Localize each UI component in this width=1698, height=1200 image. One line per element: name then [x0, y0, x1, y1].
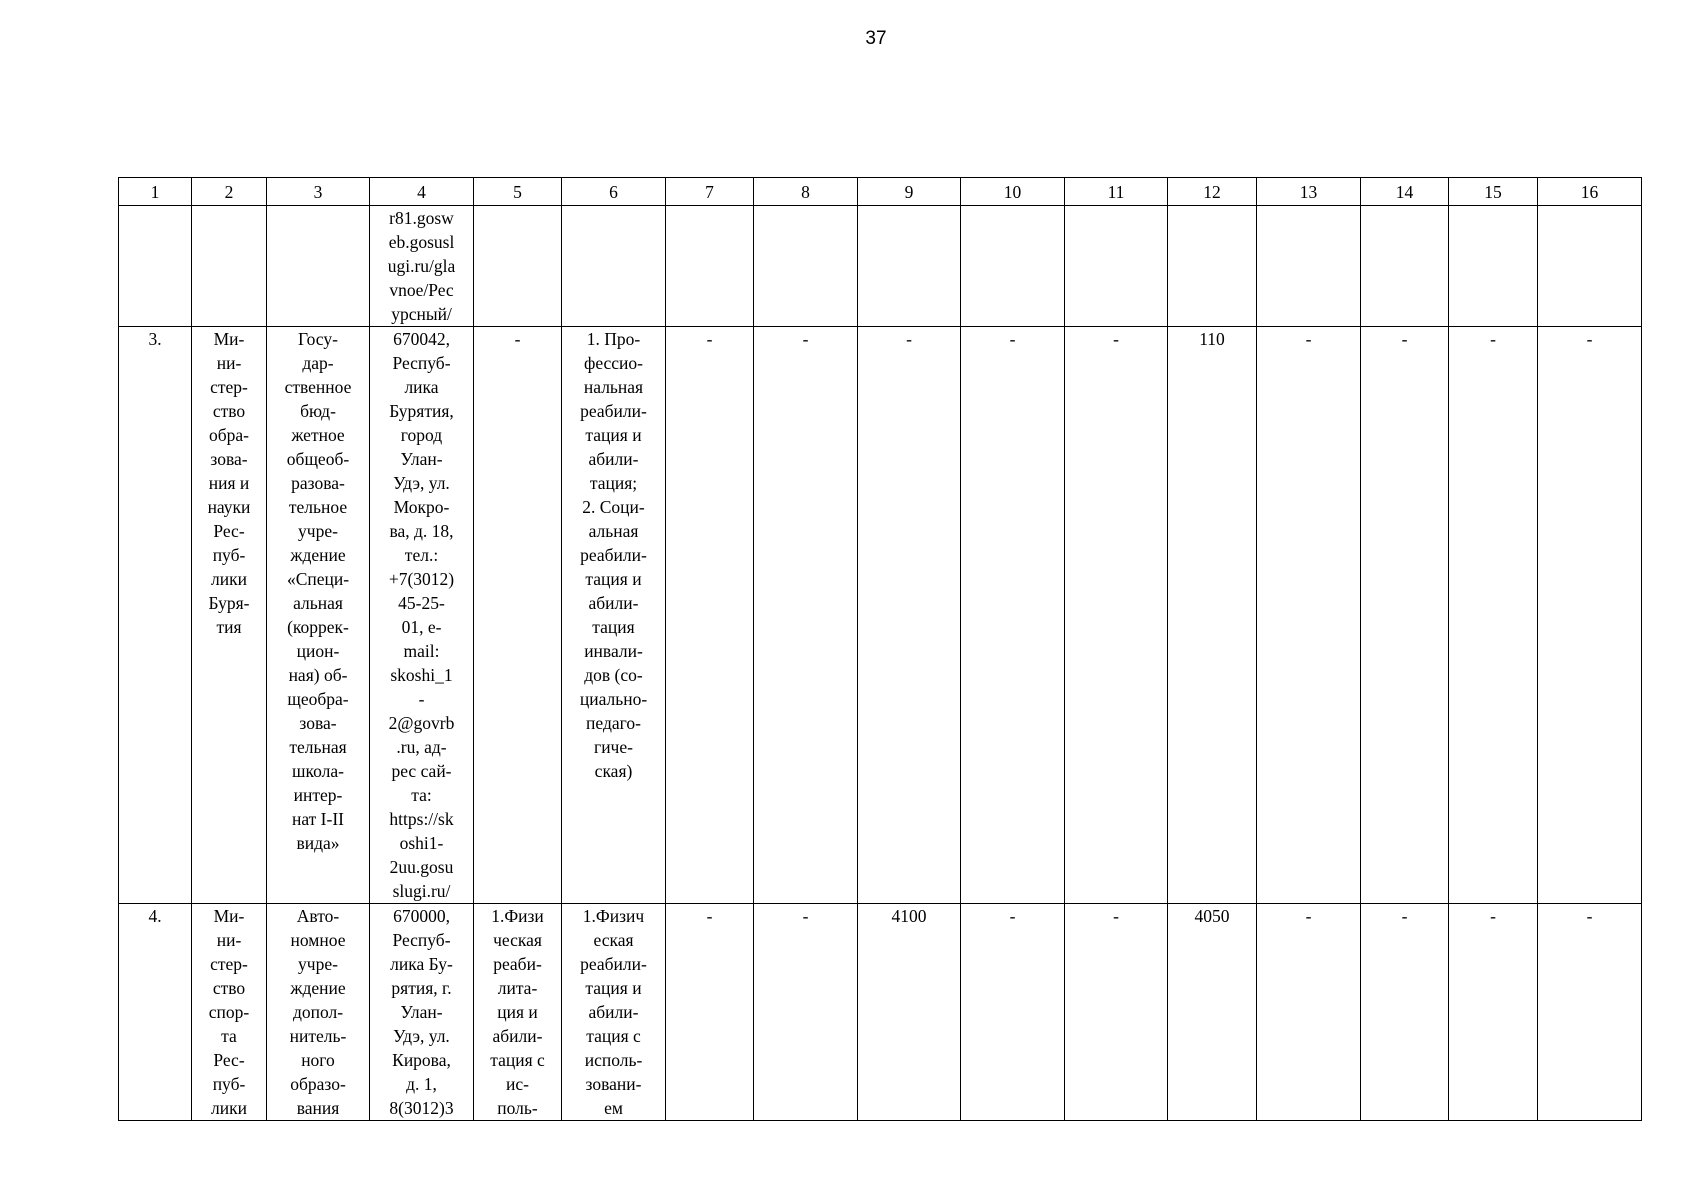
cell-text-line: обра-	[209, 425, 249, 445]
cell-text-line: ждение	[290, 978, 346, 998]
table-cell	[858, 904, 961, 1121]
cell-text-line: абили-	[492, 1026, 543, 1046]
table-cell	[119, 206, 192, 327]
cell-text-line: 2@govrb	[388, 713, 455, 733]
cell-text-line: общеоб-	[286, 449, 350, 469]
cell-text-line: тельная	[289, 737, 347, 757]
cell-text-line: 4100	[891, 906, 927, 926]
cell-text-line: Респуб-	[392, 353, 451, 373]
cell-text-line: гиче-	[594, 737, 633, 757]
cell-text-line: +7(3012)	[388, 569, 455, 589]
table-row	[119, 904, 1642, 1121]
table-cell	[1065, 904, 1168, 1121]
cell-text-line: r81.gosw	[389, 208, 454, 228]
table-cell	[1168, 206, 1257, 327]
column-number: 5	[474, 178, 562, 206]
cell-text-line: -	[1586, 906, 1593, 926]
table-cell	[370, 904, 474, 1121]
column-number: 12	[1168, 178, 1257, 206]
cell-text-line: тельное	[288, 497, 348, 517]
column-number: 3	[267, 178, 370, 206]
table-cell	[119, 904, 192, 1121]
table-cell	[1257, 206, 1361, 327]
table-cell	[1168, 327, 1257, 904]
cell-text-line: 110	[1199, 329, 1225, 349]
table-cell	[754, 327, 858, 904]
table-cell	[754, 206, 858, 327]
cell-text-line: еская	[593, 930, 634, 950]
cell-text-line: абили-	[588, 593, 639, 613]
cell-text-line: тация с	[490, 1050, 545, 1070]
cell-text-line: д. 1,	[406, 1074, 437, 1094]
column-number: 1	[119, 178, 192, 206]
cell-text-line: -	[1113, 329, 1119, 349]
cell-text-line: науки	[207, 497, 251, 517]
cell-text-line: город	[400, 425, 443, 445]
cell-text-line: Бурятия,	[389, 401, 454, 421]
cell-text-line: vnoe/Рес	[389, 280, 454, 300]
cell-text-line: ственное	[284, 377, 352, 397]
cell-text-line: образо-	[290, 1074, 346, 1094]
cell-text-line: ем	[604, 1098, 623, 1118]
table-cell	[1065, 327, 1168, 904]
cell-text-line: -	[1305, 906, 1312, 926]
cell-text-line: реабили-	[580, 401, 647, 421]
cell-text-line: ния и	[208, 473, 250, 493]
cell-text-line: рес сай-	[391, 761, 452, 781]
cell-text-line: Ми-	[213, 906, 245, 926]
cell-text-line: ство	[212, 978, 246, 998]
table-cell	[562, 206, 666, 327]
table-cell	[474, 206, 562, 327]
cell-text-line: -	[1009, 329, 1016, 349]
table-cell	[267, 904, 370, 1121]
cell-text-line: тация и	[585, 569, 642, 589]
cell-text-line: зовани-	[585, 1074, 642, 1094]
cell-text-line: Улан-	[400, 1002, 443, 1022]
cell-text-line: тация с	[586, 1026, 641, 1046]
cell-text-line: -	[514, 329, 521, 349]
cell-text-line: 45-25-	[398, 593, 445, 613]
cell-text-line: интер-	[293, 785, 343, 805]
cell-text-line: -	[1305, 329, 1312, 349]
column-number: 13	[1257, 178, 1361, 206]
cell-text-line: eb.gosusl	[388, 232, 455, 252]
table-cell	[1449, 327, 1538, 904]
cell-text-line: нальная	[583, 377, 644, 397]
cell-text-line: Респуб-	[392, 930, 451, 950]
cell-text-line: 4.	[148, 906, 162, 926]
cell-text-line: бюд-	[300, 401, 336, 421]
cell-text-line: та	[221, 1026, 237, 1046]
page-number: 37	[865, 28, 887, 49]
cell-text-line: спор-	[208, 1002, 250, 1022]
cell-text-line: вида»	[296, 833, 340, 853]
column-number: 14	[1361, 178, 1449, 206]
table-cell	[858, 206, 961, 327]
cell-text-line: циально-	[579, 689, 648, 709]
table-cell	[192, 327, 267, 904]
cell-text-line: абили-	[588, 449, 639, 469]
cell-text-line: «Специ-	[286, 569, 350, 589]
table-row	[119, 206, 1642, 327]
cell-text-line: ис-	[506, 1074, 529, 1094]
cell-text-line: реабили-	[580, 954, 647, 974]
table-cell	[1538, 904, 1642, 1121]
cell-text-line: 1.Физи	[491, 906, 544, 926]
cell-text-line: Кирова,	[392, 1050, 451, 1070]
table-cell	[370, 206, 474, 327]
cell-text-line: ни-	[216, 353, 242, 373]
table-cell	[192, 904, 267, 1121]
cell-text-line: ство	[212, 401, 246, 421]
table-cell	[961, 904, 1065, 1121]
cell-text-line: лита-	[497, 978, 538, 998]
table-cell	[1449, 206, 1538, 327]
table-cell	[1168, 904, 1257, 1121]
cell-text-line: зова-	[210, 449, 248, 469]
cell-text-line: тация;	[589, 473, 638, 493]
table-cell	[1257, 327, 1361, 904]
table-cell	[474, 327, 562, 904]
cell-text-line: -	[1401, 906, 1408, 926]
cell-text-line: тация	[592, 617, 635, 637]
column-number: 9	[858, 178, 961, 206]
cell-text-line: реабили-	[580, 545, 647, 565]
cell-text-line: реаби-	[493, 954, 542, 974]
column-number: 8	[754, 178, 858, 206]
cell-text-line: цион-	[296, 641, 340, 661]
cell-text-line: зова-	[299, 713, 337, 733]
cell-text-line: Госу-	[298, 329, 338, 349]
table-cell	[666, 206, 754, 327]
cell-text-line: Рес-	[213, 521, 245, 541]
column-number-row	[119, 178, 1642, 206]
cell-text-line: skoshi_1	[390, 665, 453, 685]
table-cell	[1538, 206, 1642, 327]
cell-text-line: Рес-	[213, 1050, 245, 1070]
cell-text-line: пуб-	[212, 1074, 246, 1094]
table-cell	[192, 206, 267, 327]
table-cell	[1361, 206, 1449, 327]
table-cell	[1361, 327, 1449, 904]
cell-text-line: лика Бу-	[390, 954, 453, 974]
cell-text-line: разова-	[291, 473, 345, 493]
cell-text-line: жетное	[291, 425, 345, 445]
cell-text-line: урсный/	[391, 304, 452, 324]
table-cell	[474, 904, 562, 1121]
cell-text-line: 3.	[148, 329, 162, 349]
cell-text-line: учре-	[298, 954, 338, 974]
cell-text-line: Улан-	[400, 449, 443, 469]
cell-text-line: фессио-	[583, 353, 644, 373]
column-number: 2	[192, 178, 267, 206]
cell-text-line: допол-	[292, 1002, 344, 1022]
cell-text-line: лика	[404, 377, 439, 397]
cell-text-line: Ми-	[213, 329, 245, 349]
column-number: 7	[666, 178, 754, 206]
cell-text-line: школа-	[292, 761, 344, 781]
cell-text-line: -	[1490, 906, 1496, 926]
column-number: 15	[1449, 178, 1538, 206]
cell-text-line: mail:	[403, 641, 440, 661]
cell-text-line: -	[1009, 906, 1016, 926]
table-cell	[562, 327, 666, 904]
cell-text-line: нитель-	[289, 1026, 347, 1046]
cell-text-line: 8(3012)3	[389, 1098, 454, 1118]
cell-text-line: 670042,	[393, 329, 450, 349]
cell-text-line: 1. Про-	[586, 329, 641, 349]
cell-text-line: инвали-	[584, 641, 643, 661]
cell-text-line: -	[1113, 906, 1119, 926]
cell-text-line: -	[1586, 329, 1593, 349]
table-cell	[267, 206, 370, 327]
column-number: 11	[1065, 178, 1168, 206]
cell-text-line: альная	[588, 521, 639, 541]
cell-text-line: -	[706, 329, 713, 349]
table-cell	[858, 327, 961, 904]
cell-text-line: .ru, ад-	[396, 737, 447, 757]
table-cell	[1449, 904, 1538, 1121]
cell-text-line: стер-	[210, 954, 248, 974]
cell-text-line: стер-	[210, 377, 248, 397]
cell-text-line: ция и	[497, 1002, 538, 1022]
cell-text-line: -	[1490, 329, 1496, 349]
cell-text-line: альная	[293, 593, 343, 613]
cell-text-line: пуб-	[212, 545, 246, 565]
cell-text-line: -	[906, 329, 912, 349]
cell-text-line: (коррек-	[287, 617, 349, 637]
cell-text-line: ная) об-	[288, 665, 348, 685]
cell-text-line: нат I-II	[291, 809, 344, 829]
cell-text-line: абили-	[588, 1002, 639, 1022]
cell-text-line: ческая	[493, 930, 542, 950]
cell-text-line: номное	[290, 930, 346, 950]
table-cell	[370, 327, 474, 904]
cell-text-line: -	[706, 906, 713, 926]
cell-text-line: ного	[301, 1050, 335, 1070]
cell-text-line: тия	[216, 617, 242, 637]
cell-text-line: ва, д. 18,	[389, 521, 454, 541]
cell-text-line: 2. Соци-	[582, 497, 645, 517]
cell-text-line: щеобра-	[287, 689, 349, 709]
table-cell	[666, 327, 754, 904]
cell-text-line: рятия, г.	[391, 978, 452, 998]
cell-text-line: -	[802, 906, 809, 926]
cell-text-line: тел.:	[404, 545, 439, 565]
cell-text-line: https://sk	[389, 809, 454, 829]
cell-text-line: тация и	[585, 425, 642, 445]
data-table	[118, 177, 1642, 1121]
column-number: 16	[1538, 178, 1642, 206]
cell-text-line: педаго-	[586, 713, 641, 733]
table-cell	[119, 327, 192, 904]
cell-text-line: 1.Физич	[582, 906, 645, 926]
cell-text-line: ская)	[594, 761, 633, 781]
table-cell	[961, 327, 1065, 904]
table-cell	[1257, 904, 1361, 1121]
cell-text-line: Буря-	[208, 593, 250, 613]
column-number: 10	[961, 178, 1065, 206]
table-cell	[1361, 904, 1449, 1121]
table-cell	[961, 206, 1065, 327]
table-cell	[267, 327, 370, 904]
cell-text-line: Авто-	[296, 906, 340, 926]
cell-text-line: slugi.ru/	[392, 881, 451, 901]
table-cell	[1538, 327, 1642, 904]
cell-text-line: ни-	[216, 930, 242, 950]
cell-text-line: Удэ, ул.	[393, 1026, 450, 1046]
cell-text-line: 670000,	[393, 906, 450, 926]
table-cell	[1065, 206, 1168, 327]
table-cell	[666, 904, 754, 1121]
table-cell	[754, 904, 858, 1121]
table-cell	[562, 904, 666, 1121]
cell-text-line: дар-	[302, 353, 334, 373]
cell-text-line: лики	[211, 569, 247, 589]
cell-text-line: учре-	[298, 521, 338, 541]
cell-text-line: 01, e-	[401, 617, 442, 637]
column-number: 4	[370, 178, 474, 206]
cell-text-line: вания	[296, 1098, 340, 1118]
cell-text-line: oshi1-	[399, 833, 444, 853]
cell-text-line: -	[418, 689, 425, 709]
cell-text-line: дов (со-	[584, 665, 643, 685]
cell-text-line: 2uu.gosu	[389, 857, 454, 877]
table-body	[119, 178, 1642, 1121]
table-row	[119, 327, 1642, 904]
cell-text-line: тация и	[585, 978, 642, 998]
cell-text-line: исполь-	[584, 1050, 643, 1070]
cell-text-line: -	[1401, 329, 1408, 349]
cell-text-line: Удэ, ул.	[393, 473, 450, 493]
cell-text-line: Мокро-	[393, 497, 450, 517]
cell-text-line: 4050	[1194, 906, 1230, 926]
cell-text-line: та:	[411, 785, 432, 805]
column-number: 6	[562, 178, 666, 206]
cell-text-line: -	[802, 329, 809, 349]
cell-text-line: ugi.ru/gla	[387, 256, 456, 276]
cell-text-line: поль-	[497, 1098, 538, 1118]
cell-text-line: лики	[211, 1098, 247, 1118]
cell-text-line: ждение	[290, 545, 346, 565]
